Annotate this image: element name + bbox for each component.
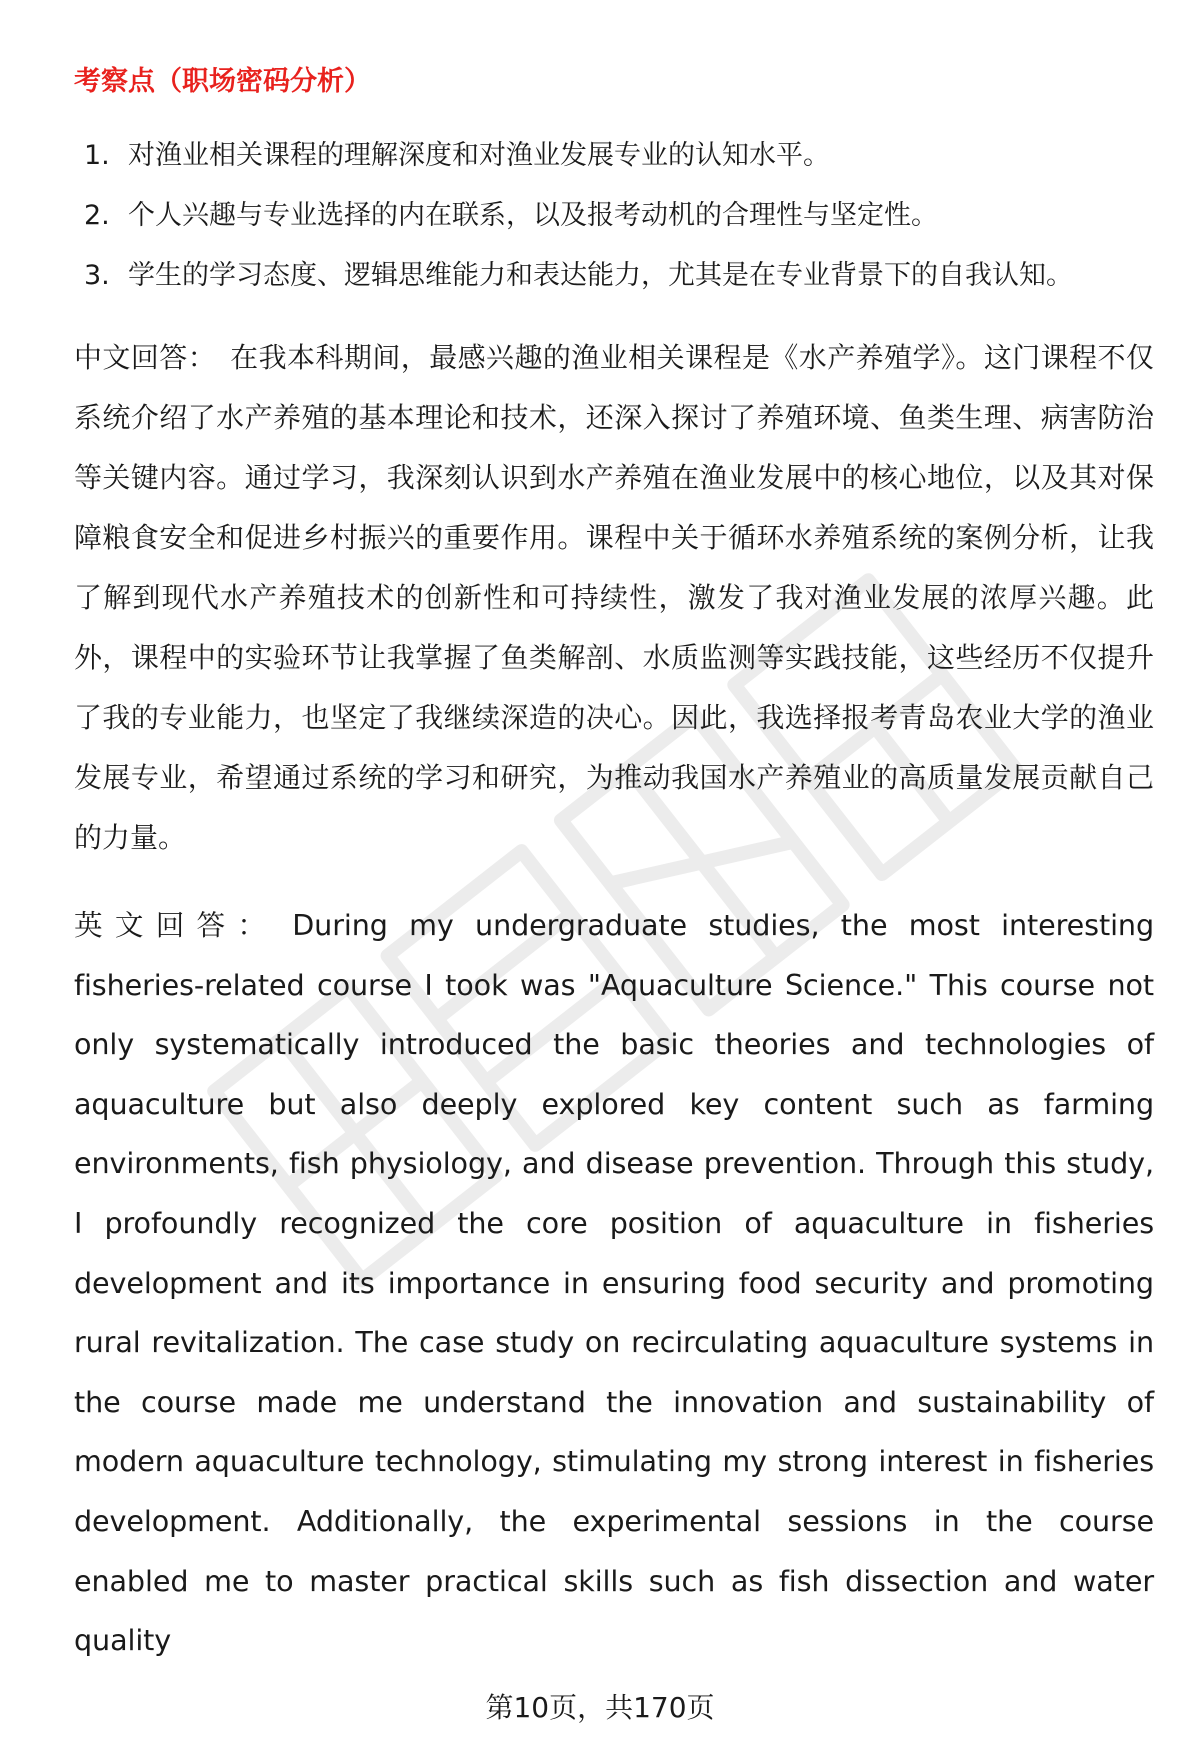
list-item (74, 126, 1154, 186)
chinese-answer-text: 在我本科期间，最感兴趣的渔业相关课程是《水产养殖学》。这门课程不仅系统介绍了水产养殖的基本理论和技术，还深入探讨了养殖环境、鱼类生理、病害防治等关键内容。通过学习，我深刻认识到水产养殖在渔业发展中的核心地位，以及其对保障粮食安全和促进乡村振兴的重要作用。课程中关于循环水养殖系统的案例分析，让我了解到现代水产养殖技术的创新性和可持续性，激发了我对渔业发展的浓厚兴趣。此外，课程中的实验环节让我掌握了鱼类解剖、水质监测等实践技能，这些经历不仅提升了我的专业能力，也坚定了我继续深造的决心。因此，我选择报考青岛农业大学的渔业发展专业，希望通过系统的学习和研究，为推动我国水产养殖业的高质量发展贡献自己的力量。 (74, 341, 1154, 854)
list-item (74, 186, 1154, 246)
list-item-text: 学生的学习态度、逻辑思维能力和表达能力，尤其是在专业背景下的自我认知。 (128, 260, 1073, 291)
assessment-points-list (74, 126, 1154, 306)
list-item-number: 3. (84, 260, 110, 291)
list-item-text: 个人兴趣与专业选择的内在联系，以及报考动机的合理性与坚定性。 (128, 200, 938, 231)
page-footer: 第10页，共170页 (485, 1691, 715, 1724)
english-answer-label: 英文回答： (74, 908, 279, 942)
chinese-answer-paragraph (74, 328, 1154, 868)
list-item (74, 246, 1154, 306)
english-answer-paragraph (74, 896, 1154, 1671)
list-item-number: 2. (84, 200, 110, 231)
chinese-answer-label: 中文回答： (74, 341, 217, 374)
section-title: 考察点（职场密码分析） (74, 66, 371, 97)
document-page (74, 58, 1154, 1699)
list-item-text: 对渔业相关课程的理解深度和对渔业发展专业的认知水平。 (128, 140, 830, 171)
english-answer-text: During my undergraduate studies, the most interesting fisheries-related course I took was "Aquaculture Science." This course not only systematically introduced the basic theories and technologies of aquaculture but also deeply explored key content such as farming environments, fish physiology, and disease prevention. Through this study, I profoundly recognized the core position of aquaculture in fisheries development and its importance in ensuring food security and promoting rural revitalization. The case study on recirculating aquaculture systems in the course made me understand the innovation and sustainability of modern aquaculture technology, stimulating my strong interest in fisheries development. Additionally, the experimental sessions in the course enabled me to master practical skills such as fish dissection and water quality (74, 908, 1154, 1658)
list-item-number: 1. (84, 140, 110, 171)
